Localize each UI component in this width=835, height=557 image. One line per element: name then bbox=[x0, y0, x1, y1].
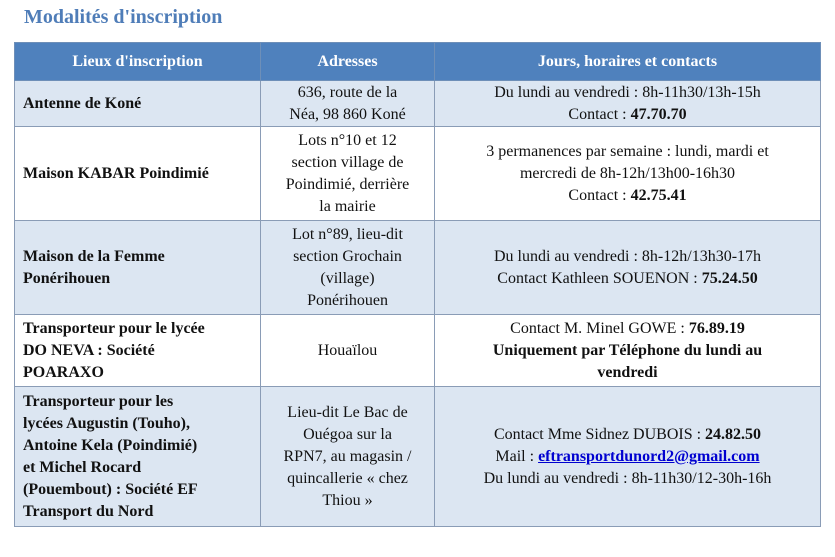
email-link[interactable]: eftransportdunord2@gmail.com bbox=[538, 447, 760, 465]
contacts-cell bbox=[435, 221, 821, 315]
lieu-cell bbox=[15, 221, 261, 315]
lieu-line: POARAXO bbox=[23, 363, 104, 381]
adresse-line: Ponérihouen bbox=[307, 291, 388, 309]
column-header-lieux: Lieux d'inscription bbox=[15, 43, 261, 81]
mail-line bbox=[443, 446, 812, 468]
adresse-line: 636, route de la bbox=[297, 83, 398, 101]
phone-only-note: Uniquement par Téléphone du lundi au bbox=[492, 341, 763, 359]
adresse-line: Poindimié, derrière bbox=[285, 175, 410, 193]
phone-only-note: vendredi bbox=[597, 363, 658, 381]
lieu-line: Transporteur pour les bbox=[23, 392, 174, 410]
lieu-cell bbox=[15, 81, 261, 127]
adresse-cell bbox=[261, 221, 435, 315]
contact-label: Contact M. Minel GOWE : bbox=[510, 319, 689, 337]
hours-text: 3 permanences par semaine : lundi, mardi et bbox=[486, 142, 769, 160]
phone-number: 47.70.70 bbox=[630, 105, 687, 123]
contacts-cell bbox=[435, 315, 821, 387]
adresse-line: section Grochain bbox=[293, 247, 402, 265]
adresse-line: Lot n°89, lieu-dit bbox=[292, 225, 403, 243]
table-header-row bbox=[15, 43, 821, 81]
phone-number: 76.89.19 bbox=[688, 319, 745, 337]
lieu-line: Antoine Kela (Poindimié) bbox=[23, 436, 198, 454]
hours-text: mercredi de 8h-12h/13h00-16h30 bbox=[519, 164, 736, 182]
table-row bbox=[15, 81, 821, 127]
table-row bbox=[15, 221, 821, 315]
contact-line bbox=[443, 268, 812, 290]
contact-label: Contact : bbox=[568, 105, 631, 123]
adresse-line: Néa, 98 860 Koné bbox=[289, 105, 406, 123]
lieu-cell bbox=[15, 387, 261, 527]
lieu-line: Ponérihouen bbox=[23, 269, 111, 287]
contacts-cell bbox=[435, 127, 821, 221]
table-row bbox=[15, 315, 821, 387]
lieu-line: Maison de la Femme bbox=[23, 247, 165, 265]
adresse-line: quincallerie « chez bbox=[287, 469, 408, 487]
lieu-cell bbox=[15, 315, 261, 387]
lieu-line: Transporteur pour le lycée bbox=[23, 319, 205, 337]
lieu-line: DO NEVA : Société bbox=[23, 341, 155, 359]
contact-label: Contact : bbox=[568, 186, 631, 204]
adresse-line: Lieu-dit Le Bac de bbox=[287, 403, 408, 421]
hours-text: Du lundi au vendredi : 8h-11h30/12-30h-16h bbox=[483, 469, 772, 487]
contacts-cell bbox=[435, 387, 821, 527]
contact-line bbox=[443, 185, 812, 207]
adresse-line: la mairie bbox=[319, 197, 376, 215]
lieu-line: et Michel Rocard bbox=[23, 458, 142, 476]
adresse-cell bbox=[261, 81, 435, 127]
mail-label: Mail : bbox=[495, 447, 539, 465]
adresse-cell bbox=[261, 387, 435, 527]
contact-label: Contact Mme Sidnez DUBOIS : bbox=[493, 425, 706, 443]
lieu-line: (Pouembout) : Société EF bbox=[23, 480, 198, 498]
hours-text: Du lundi au vendredi : 8h-12h/13h30-17h bbox=[493, 247, 762, 265]
adresse-line: RPN7, au magasin / bbox=[283, 447, 412, 465]
phone-number: 75.24.50 bbox=[701, 269, 758, 287]
contacts-cell bbox=[435, 81, 821, 127]
adresse-line: (village) bbox=[320, 269, 375, 287]
lieu-cell bbox=[15, 127, 261, 221]
adresse-line: Ouégoa sur la bbox=[303, 425, 392, 443]
adresse-cell bbox=[261, 315, 435, 387]
lieu-line: lycées Augustin (Touho), bbox=[23, 414, 190, 432]
hours-text: Du lundi au vendredi : 8h-11h30/13h-15h bbox=[494, 83, 761, 101]
contact-line bbox=[443, 104, 812, 126]
column-header-contacts: Jours, horaires et contacts bbox=[435, 43, 821, 81]
lieu-line: Antenne de Koné bbox=[23, 94, 142, 112]
page-title: Modalités d'inscription bbox=[24, 6, 223, 28]
adresse-line: section village de bbox=[291, 153, 404, 171]
inscription-table bbox=[14, 42, 821, 527]
contact-line bbox=[443, 424, 812, 446]
table-row bbox=[15, 387, 821, 527]
contact-label: Contact Kathleen SOUENON : bbox=[497, 269, 702, 287]
adresse-line: Houaïlou bbox=[317, 341, 378, 359]
contact-line bbox=[443, 318, 812, 340]
adresse-line: Thiou » bbox=[322, 491, 373, 509]
phone-number: 24.82.50 bbox=[705, 425, 762, 443]
adresse-line: Lots n°10 et 12 bbox=[298, 131, 397, 149]
lieu-line: Maison KABAR Poindimié bbox=[23, 164, 209, 182]
phone-number: 42.75.41 bbox=[630, 186, 687, 204]
adresse-cell bbox=[261, 127, 435, 221]
table-row bbox=[15, 127, 821, 221]
column-header-adresses: Adresses bbox=[261, 43, 435, 81]
lieu-line: Transport du Nord bbox=[23, 502, 154, 520]
